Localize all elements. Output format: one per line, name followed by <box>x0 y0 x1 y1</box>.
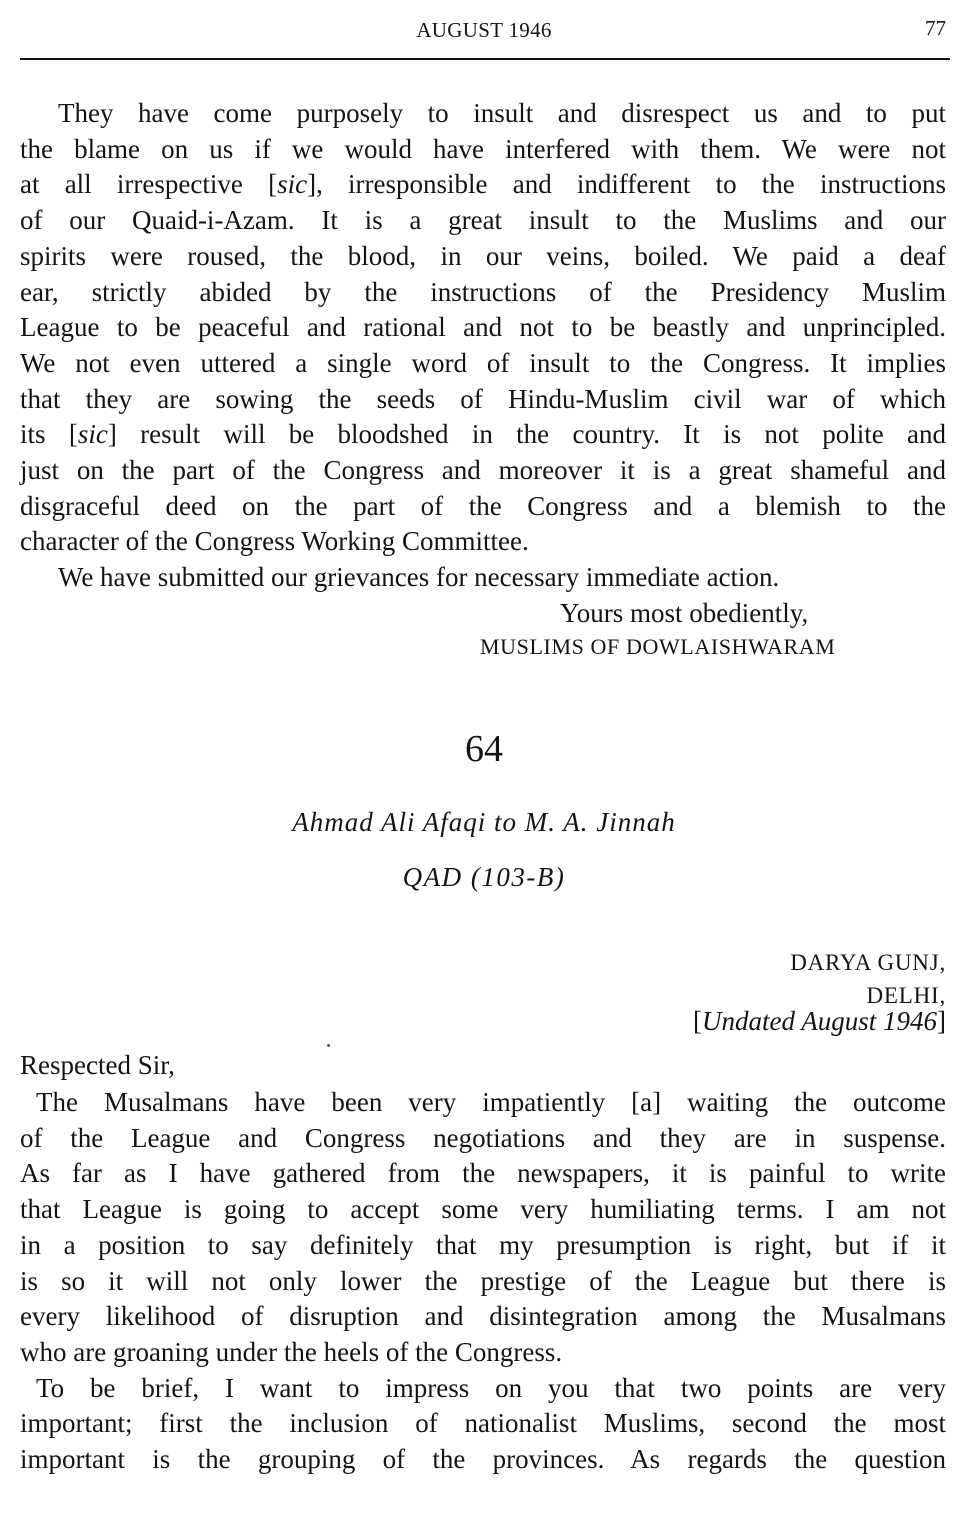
text-line: They have come purposely to insult and disrespect us and to put <box>58 98 946 128</box>
text-line: To be brief, I want to impress on you that two points are very <box>36 1372 946 1403</box>
text-line: character of the Congress Working Committee. <box>20 526 529 557</box>
signatory: MUSLIMS OF DOWLAISHWARAM <box>480 634 836 659</box>
text-line: The Musalmans have been very impatiently [a] waiting the outcome <box>36 1087 946 1117</box>
text-line: that League is going to accept some very humiliating terms. I am not <box>20 1194 946 1225</box>
text-line: of the League and Congress negotiations and they are in suspense. <box>20 1122 946 1153</box>
print-speck <box>327 1044 330 1047</box>
text-line: who are groaning under the heels of the Congress. <box>20 1336 563 1367</box>
address-line: DELHI, <box>866 983 946 1008</box>
text-line: the blame on us if we would have interfered with them. We were not <box>20 133 946 164</box>
address-line: DARYA GUNJ, <box>790 950 946 975</box>
closing: Yours most obediently, <box>560 598 809 628</box>
header-rule <box>20 58 950 60</box>
letter-date-text: Undated August 1946 <box>702 1006 937 1036</box>
text-line: that they are sowing the seeds of Hindu-Muslim civil war of which <box>20 383 946 414</box>
text-line: We have submitted our grievances for necessary immediate action. <box>58 562 780 593</box>
text-line: As far as I have gathered from the newspapers, it is painful to write <box>20 1158 946 1189</box>
document-source: QAD (103-B) <box>402 862 566 892</box>
text-line: League to be peaceful and rational and not to be beastly and unprincipled. <box>20 312 946 343</box>
page-number: 77 <box>925 16 946 40</box>
text-line: its [sic] result will be bloodshed in the country. It is not polite and <box>20 419 946 450</box>
text-line: just on the part of the Congress and moreover it is a great shameful and <box>20 455 946 486</box>
text-line: spirits were roused, the blood, in our veins, boiled. We paid a deaf <box>20 240 946 271</box>
text-line: every likelihood of disruption and disintegration among the Musalmans <box>20 1301 946 1332</box>
text-line: disgraceful deed on the part of the Congress and a blemish to the <box>20 490 946 521</box>
text-line: in a position to say definitely that my presumption is right, but if it <box>20 1229 946 1260</box>
sic-marker: sic <box>277 169 308 200</box>
running-head: AUGUST 1946 <box>416 18 552 42</box>
text-line: at all irrespective [sic], irresponsible and indifferent to the instructions <box>20 169 946 200</box>
page-header <box>20 16 948 46</box>
letter-date: [Undated August 1946] <box>693 1006 946 1036</box>
text-line: ear, strictly abided by the instructions of the Presidency Muslim <box>20 276 946 307</box>
text-line: We not even uttered a single word of insult to the Congress. It implies <box>20 347 946 378</box>
letter-64-body <box>20 1085 946 1478</box>
document-number: 64 <box>465 728 503 770</box>
salutation: Respected Sir, <box>20 1050 175 1080</box>
document-title: Ahmad Ali Afaqi to M. A. Jinnah <box>292 807 676 837</box>
letter-63-body <box>20 96 946 596</box>
text-line: of our Quaid-i-Azam. It is a great insult to the Muslims and our <box>20 205 946 236</box>
sic-marker: sic <box>77 419 108 450</box>
text-line: important; first the inclusion of nationalist Muslims, second the most <box>20 1408 946 1439</box>
text-line: important is the grouping of the provinces. As regards the question <box>20 1444 946 1475</box>
text-line: is so it will not only lower the prestige of the League but there is <box>20 1265 946 1296</box>
